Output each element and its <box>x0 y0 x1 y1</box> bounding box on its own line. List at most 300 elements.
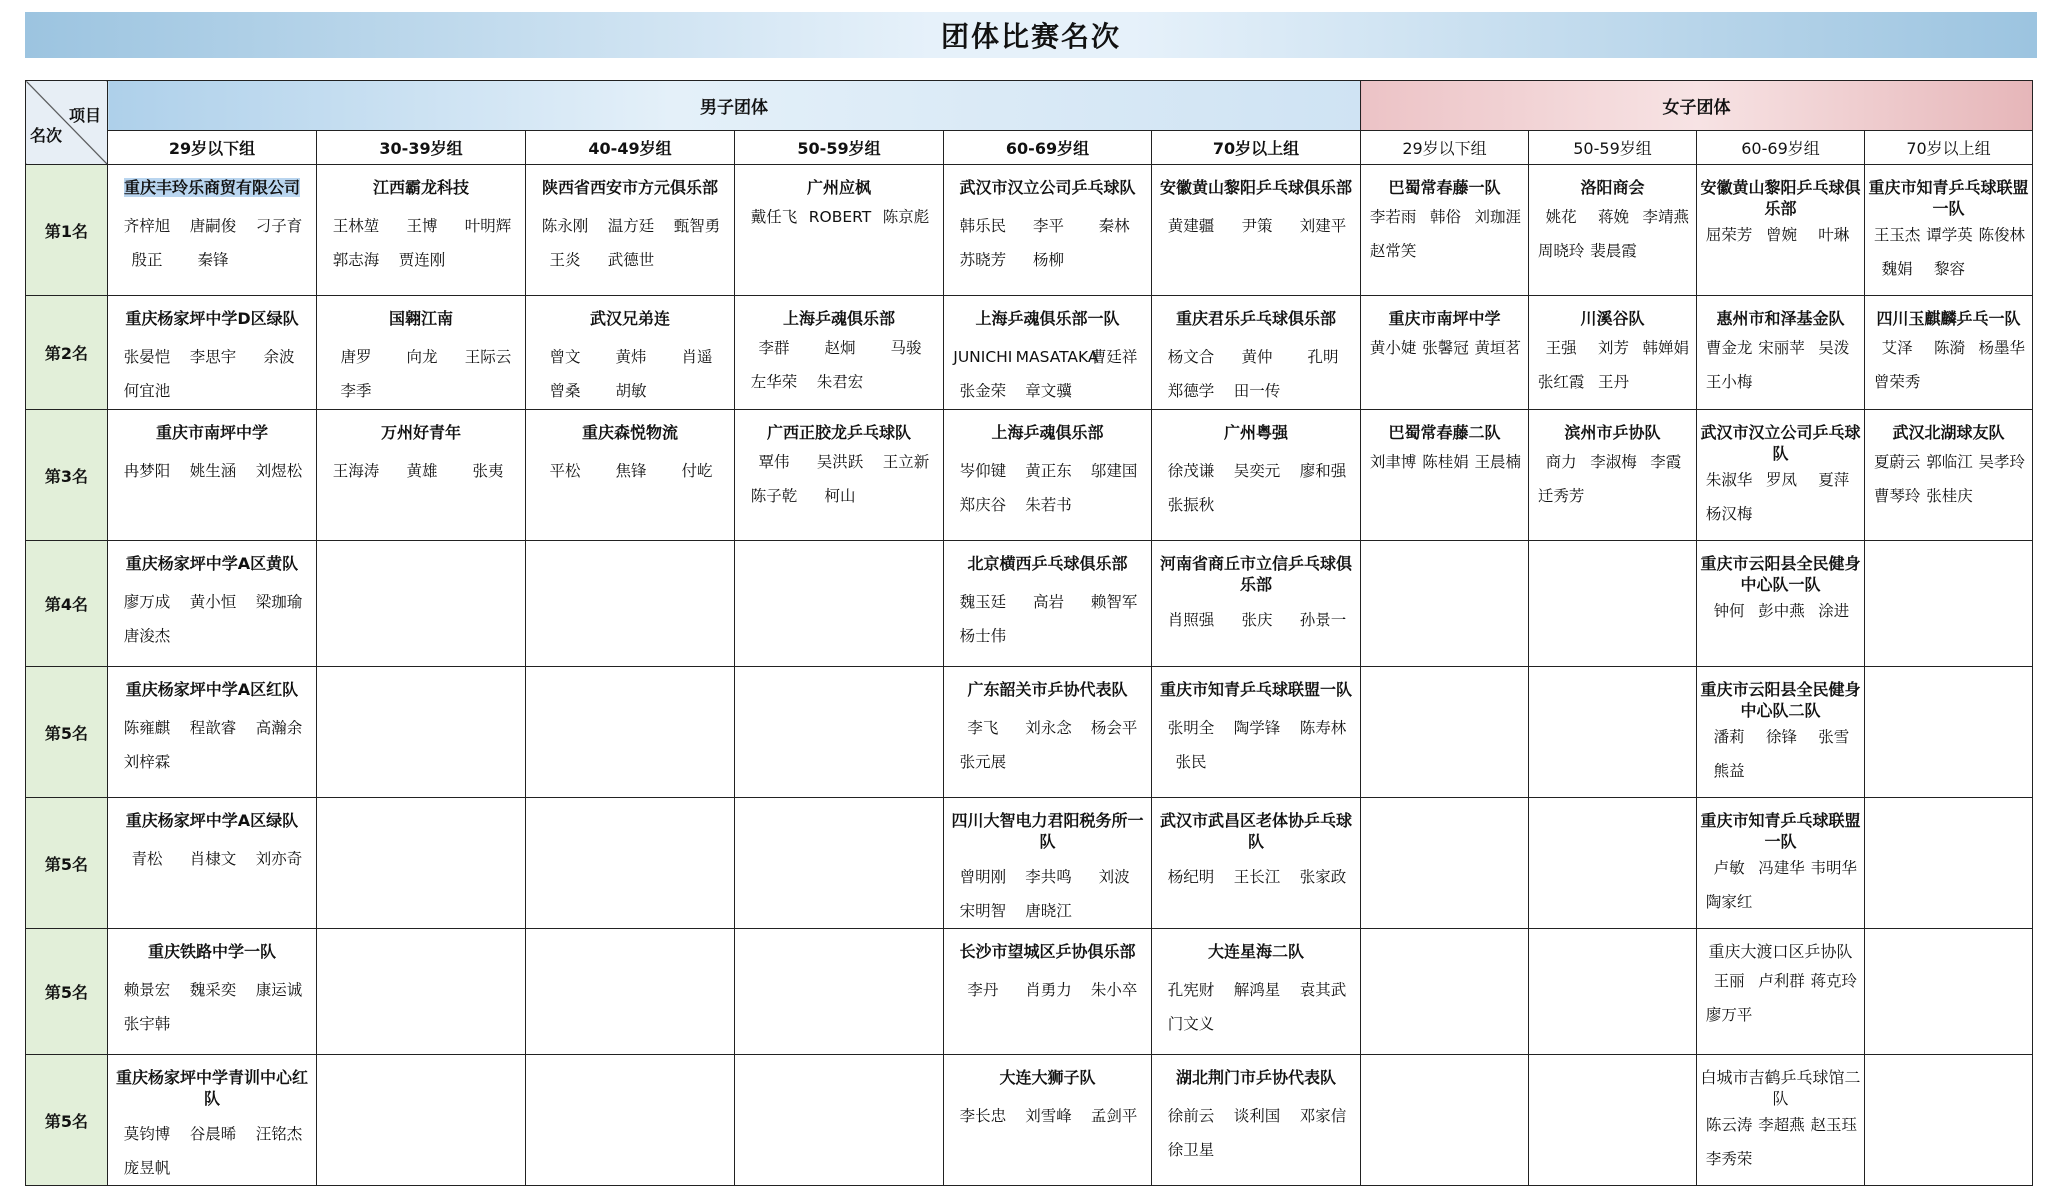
team-name-text: 广州应枫 <box>806 178 871 197</box>
team-cell <box>317 929 526 1055</box>
team-cell <box>944 541 1152 667</box>
team-cell <box>1697 667 1865 798</box>
player-name: 贾连刚 <box>398 251 446 269</box>
team-name <box>526 296 734 332</box>
team-cell <box>1152 410 1361 541</box>
team-cell <box>317 165 526 296</box>
team-name <box>1361 410 1528 446</box>
player-name: 温方廷 <box>607 217 655 235</box>
player-name: 孔宪财 <box>1167 981 1215 999</box>
player-name: 秦锋 <box>197 251 229 269</box>
team-cell <box>735 541 944 667</box>
player-list <box>1152 595 1360 637</box>
player-list <box>944 965 1151 1007</box>
team-cell <box>1361 296 1529 410</box>
player-name: 李霞 <box>1650 453 1682 471</box>
player-name: 黄垣茗 <box>1474 339 1522 357</box>
player-name: 潘莉 <box>1713 728 1745 746</box>
team-cell <box>1361 798 1529 929</box>
player-name: 朱淑华 <box>1705 471 1753 489</box>
player-name: 平松 <box>549 462 581 480</box>
player-name: 岑仰键 <box>959 462 1007 480</box>
player-name: 廖和强 <box>1299 462 1347 480</box>
player-name: 袁其武 <box>1299 981 1347 999</box>
player-name: 朱小卒 <box>1090 981 1138 999</box>
player-name: 武德世 <box>607 251 655 269</box>
team-cell <box>1697 541 1865 667</box>
player-name: 戴任飞 <box>750 208 798 226</box>
team-name-text: 广西正胶龙乒乓球队 <box>766 423 911 442</box>
player-name: 曾文 <box>549 348 581 366</box>
player-name: 韩俗 <box>1429 208 1461 226</box>
player-list <box>317 446 525 488</box>
team-name <box>1697 296 1864 332</box>
player-list <box>735 201 943 243</box>
player-list <box>1865 332 2032 408</box>
player-name: 姚生涵 <box>189 462 237 480</box>
player-list <box>1697 1109 1864 1185</box>
player-name: 程歆睿 <box>189 719 237 737</box>
corner-cell <box>26 81 108 165</box>
player-name: 付屹 <box>681 462 713 480</box>
player-name: 曹琴玲 <box>1873 487 1921 505</box>
team-name <box>1152 541 1360 595</box>
player-list <box>1865 446 2032 522</box>
team-cell <box>108 929 317 1055</box>
team-cell <box>735 165 944 296</box>
player-name: 迁秀芳 <box>1537 487 1585 505</box>
player-name: 张元展 <box>959 753 1007 771</box>
team-name <box>944 667 1151 703</box>
player-name: 魏娟 <box>1881 260 1913 278</box>
player-name: 王丽 <box>1713 972 1745 990</box>
player-name: 胡敏 <box>615 382 647 400</box>
player-name: 郑庆谷 <box>959 496 1007 514</box>
team-name <box>944 798 1151 852</box>
team-name-text: 上海乒魂俱乐部 <box>782 309 895 328</box>
player-name: 曾荣秀 <box>1873 373 1921 391</box>
player-list <box>944 1091 1151 1133</box>
player-name: 韩乐民 <box>959 217 1007 235</box>
player-name: 吴奕元 <box>1233 462 1281 480</box>
player-list <box>108 703 316 779</box>
team-name-text: 重庆大渡口区乒协队 <box>1708 942 1853 961</box>
player-name: 陈云涛 <box>1705 1116 1753 1134</box>
rank-label: 第4名 <box>26 541 108 667</box>
player-name: 黄仲 <box>1241 348 1273 366</box>
player-name: 曾明刚 <box>959 868 1007 886</box>
team-name <box>526 410 734 446</box>
team-name-text: 重庆杨家坪中学D区绿队 <box>125 309 299 328</box>
player-name: 王立新 <box>882 453 930 471</box>
player-name: 涂进 <box>1818 602 1850 620</box>
team-cell <box>944 1055 1152 1186</box>
team-cell <box>526 798 735 929</box>
page-title: 团体比赛名次 <box>25 12 2037 58</box>
rank-label: 第1名 <box>26 165 108 296</box>
team-name-text: 重庆市知青乒乓球联盟一队 <box>1159 680 1352 699</box>
player-name: 冯建华 <box>1758 859 1805 877</box>
player-name: 夏蔚云 <box>1873 453 1921 471</box>
player-list <box>1697 219 1864 261</box>
player-name: 王炎 <box>549 251 581 269</box>
player-name: 唐浚杰 <box>123 627 171 645</box>
player-name: 何宜池 <box>123 382 171 400</box>
player-name: 杨柳 <box>1032 251 1064 269</box>
team-cell <box>735 798 944 929</box>
player-name: 郭志海 <box>332 251 380 269</box>
player-name: 赵常笑 <box>1369 242 1417 260</box>
team-name <box>1152 296 1360 332</box>
player-name: 李淑梅 <box>1590 453 1637 471</box>
team-cell <box>1152 798 1361 929</box>
player-name: JUNICHI <box>953 348 1013 366</box>
player-name: 章文骥 <box>1025 382 1072 400</box>
team-name-text: 四川大智电力君阳税务所一队 <box>951 811 1144 851</box>
player-list <box>1152 446 1360 522</box>
player-name: 韩婵娟 <box>1642 339 1690 357</box>
team-name <box>1361 165 1528 201</box>
team-cell <box>735 296 944 410</box>
team-name-text: 广州粤强 <box>1223 423 1288 442</box>
team-name-text: 河南省商丘市立信乒乓球俱乐部 <box>1159 554 1352 594</box>
player-name: 李思宇 <box>189 348 237 366</box>
team-name <box>944 1055 1151 1091</box>
rank-row <box>26 798 2033 929</box>
player-name: 马骏 <box>890 339 922 357</box>
player-list <box>108 834 316 876</box>
player-name: 周晓玲 <box>1537 242 1585 260</box>
team-cell <box>108 410 317 541</box>
player-list <box>944 332 1151 408</box>
team-name <box>1152 1055 1360 1091</box>
player-name: 陈漪 <box>1933 339 1965 357</box>
team-name <box>317 296 525 332</box>
team-name-text: 上海乒魂俱乐部 <box>991 423 1104 442</box>
team-cell <box>108 541 317 667</box>
team-name-text: 重庆杨家坪中学青训中心红队 <box>115 1068 308 1108</box>
player-name: 刘永念 <box>1025 719 1072 737</box>
team-name-text: 重庆杨家坪中学A区红队 <box>125 680 299 699</box>
team-name-text: 万州好青年 <box>380 423 461 442</box>
player-name: 陈俊林 <box>1978 226 2026 244</box>
player-name: 张雪 <box>1818 728 1850 746</box>
team-cell <box>526 929 735 1055</box>
team-name <box>735 410 943 446</box>
team-name-text: 武汉北湖球友队 <box>1892 423 2005 442</box>
player-name: 徐卫星 <box>1167 1141 1215 1159</box>
player-name: 姚花 <box>1545 208 1577 226</box>
team-name-text: 白城市吉鹤乒乓球馆二队 <box>1700 1068 1861 1108</box>
team-cell <box>108 165 317 296</box>
player-name: 李飞 <box>967 719 999 737</box>
player-list <box>1152 965 1360 1041</box>
team-name-text: 重庆杨家坪中学A区绿队 <box>125 811 299 830</box>
team-cell <box>735 667 944 798</box>
team-cell <box>1529 798 1697 929</box>
team-name <box>1529 296 1696 332</box>
player-list <box>1697 332 1864 408</box>
player-list <box>1361 201 1528 277</box>
player-name: 郑德学 <box>1167 382 1215 400</box>
player-name: 甄智勇 <box>673 217 721 235</box>
team-name <box>1697 410 1864 464</box>
team-cell <box>944 798 1152 929</box>
player-name: 孔明 <box>1307 348 1339 366</box>
player-name: 康运诚 <box>255 981 303 999</box>
player-name: 王晨楠 <box>1474 453 1522 471</box>
rank-label: 第2名 <box>26 296 108 410</box>
team-cell <box>317 541 526 667</box>
team-cell <box>317 667 526 798</box>
player-name: 柯山 <box>824 487 856 505</box>
player-list <box>526 201 734 277</box>
team-cell <box>1865 541 2033 667</box>
rank-row <box>26 165 2033 296</box>
team-cell <box>1361 667 1529 798</box>
team-name-text: 重庆市南坪中学 <box>1388 309 1501 328</box>
team-cell <box>1865 296 2033 410</box>
team-name <box>317 410 525 446</box>
team-cell <box>526 165 735 296</box>
player-name: 王小梅 <box>1705 373 1753 391</box>
player-name: 罗凤 <box>1765 471 1797 489</box>
player-name: 唐罗 <box>340 348 372 366</box>
player-name: 蒋娩 <box>1597 208 1629 226</box>
player-name: 王玉杰 <box>1873 226 1921 244</box>
rank-label: 第5名 <box>26 929 108 1055</box>
team-name-text: 滨州市乒协队 <box>1564 423 1661 442</box>
player-name: 刘亦奇 <box>255 850 303 868</box>
column-header-4: 60-69岁组 <box>944 131 1152 165</box>
column-header-2: 40-49岁组 <box>526 131 735 165</box>
player-name: 朱若书 <box>1025 496 1072 514</box>
team-name-text: 重庆市知青乒乓球联盟一队 <box>1868 178 2029 218</box>
player-name: 陈永刚 <box>541 217 589 235</box>
team-name <box>944 929 1151 965</box>
team-name-text: 陕西省西安市方元俱乐部 <box>541 178 718 197</box>
team-cell <box>1361 929 1529 1055</box>
player-name: 张家政 <box>1299 868 1347 886</box>
player-name: 秦林 <box>1098 217 1130 235</box>
team-cell <box>944 667 1152 798</box>
player-list <box>108 1109 316 1185</box>
player-name: 陶学锋 <box>1233 719 1281 737</box>
player-name: 孟剑平 <box>1090 1107 1138 1125</box>
player-name: 苏晓芳 <box>959 251 1007 269</box>
player-name: 黄雄 <box>406 462 438 480</box>
player-name: 张馨冠 <box>1422 339 1469 357</box>
team-cell <box>526 410 735 541</box>
team-cell <box>1361 165 1529 296</box>
team-cell <box>317 296 526 410</box>
player-name: 黄炜 <box>615 348 647 366</box>
player-list <box>1152 201 1360 243</box>
team-name <box>1697 1055 1864 1109</box>
team-name-text: 武汉市汉立公司乒乓球队 <box>1700 423 1861 463</box>
corner-rank-label: 名次 <box>30 126 63 145</box>
player-name: 韦明华 <box>1810 859 1858 877</box>
player-name: 裴晨霞 <box>1590 242 1637 260</box>
player-name: 魏玉廷 <box>959 593 1007 611</box>
player-name: 杨士伟 <box>959 627 1007 645</box>
player-name: 曾婉 <box>1765 226 1797 244</box>
player-list <box>944 852 1151 928</box>
player-name: 谭学英 <box>1926 226 1973 244</box>
column-header-5: 70岁以上组 <box>1152 131 1361 165</box>
player-name: 赵炯 <box>824 339 856 357</box>
player-name: 高瀚余 <box>255 719 303 737</box>
player-name: 钟何 <box>1713 602 1745 620</box>
player-name: 殷正 <box>131 251 163 269</box>
player-name: 赵玉珏 <box>1810 1116 1858 1134</box>
team-cell <box>317 410 526 541</box>
team-name <box>1697 798 1864 852</box>
player-name: 蒋克玲 <box>1810 972 1858 990</box>
team-name <box>944 410 1151 446</box>
player-name: 杨会平 <box>1090 719 1138 737</box>
team-cell <box>944 296 1152 410</box>
player-name: 王丹 <box>1597 373 1629 391</box>
team-name <box>526 165 734 201</box>
player-name: 吴泼 <box>1818 339 1850 357</box>
player-name: 唐晓江 <box>1025 902 1072 920</box>
rank-row <box>26 541 2033 667</box>
column-header-1: 30-39岁组 <box>317 131 526 165</box>
team-cell <box>317 1055 526 1186</box>
player-name: 李秀荣 <box>1705 1150 1753 1168</box>
team-name-text: 四川玉麒麟乒乓一队 <box>1876 309 2021 328</box>
player-name: 艾泽 <box>1881 339 1913 357</box>
player-list <box>108 446 316 488</box>
rank-label: 第5名 <box>26 667 108 798</box>
player-name: 汪铭杰 <box>255 1125 303 1143</box>
team-name <box>1529 410 1696 446</box>
player-name: 黄小恒 <box>189 593 237 611</box>
team-cell <box>108 798 317 929</box>
team-name <box>1865 165 2032 219</box>
player-list <box>944 201 1151 277</box>
player-name: 李靖燕 <box>1642 208 1690 226</box>
player-list <box>108 577 316 653</box>
player-name: 向龙 <box>406 348 438 366</box>
player-name: 张振秋 <box>1167 496 1215 514</box>
player-list <box>108 332 316 408</box>
team-cell <box>1697 165 1865 296</box>
player-name: 覃伟 <box>758 453 790 471</box>
team-cell <box>735 929 944 1055</box>
player-name: 张宇韩 <box>123 1015 171 1033</box>
team-cell <box>944 165 1152 296</box>
player-list <box>317 332 525 408</box>
player-name: 黄建疆 <box>1167 217 1215 235</box>
player-name: 曹廷祥 <box>1090 348 1138 366</box>
player-name: 刘建平 <box>1299 217 1347 235</box>
player-name: 黄小婕 <box>1369 339 1417 357</box>
player-list <box>1152 1091 1360 1167</box>
rank-label: 第5名 <box>26 1055 108 1186</box>
team-name-text: 重庆市知青乒乓球联盟一队 <box>1700 811 1861 851</box>
men-team-header: 男子团体 <box>108 81 1361 131</box>
player-name: 彭中燕 <box>1758 602 1805 620</box>
team-cell <box>526 296 735 410</box>
team-cell <box>1529 1055 1697 1186</box>
team-cell <box>1697 1055 1865 1186</box>
player-name: 门文义 <box>1167 1015 1215 1033</box>
column-header-9: 70岁以上组 <box>1865 131 2033 165</box>
player-name: 余波 <box>263 348 295 366</box>
team-name-text: 重庆君乐乒乓球俱乐部 <box>1175 309 1336 328</box>
player-list <box>108 201 316 277</box>
player-list <box>1697 721 1864 797</box>
player-name: 赖景宏 <box>123 981 171 999</box>
player-name: 冉梦阳 <box>123 462 171 480</box>
player-name: 廖万平 <box>1705 1006 1753 1024</box>
team-name <box>108 165 316 201</box>
player-name: 朱君宏 <box>816 373 864 391</box>
rank-row <box>26 1055 2033 1186</box>
team-cell <box>1529 165 1697 296</box>
player-name: 刘雪峰 <box>1025 1107 1072 1125</box>
player-name: 王博 <box>406 217 438 235</box>
player-name: 徐锋 <box>1765 728 1797 746</box>
player-name: 邓家信 <box>1299 1107 1347 1125</box>
team-cell <box>1865 410 2033 541</box>
player-name: 徐前云 <box>1167 1107 1215 1125</box>
team-name-text: 上海乒魂俱乐部一队 <box>975 309 1120 328</box>
player-name: 刘聿博 <box>1369 453 1417 471</box>
rank-label: 第3名 <box>26 410 108 541</box>
team-name <box>108 929 316 965</box>
player-name: 叶明辉 <box>464 217 512 235</box>
player-name: 曹金龙 <box>1705 339 1753 357</box>
player-list <box>1361 446 1528 488</box>
player-name: 夏萍 <box>1818 471 1850 489</box>
team-name <box>1697 541 1864 595</box>
team-name-text: 武汉兄弟连 <box>589 309 670 328</box>
player-name: ROBERT <box>808 208 872 226</box>
team-name <box>735 165 943 201</box>
player-name: 陈子乾 <box>750 487 798 505</box>
team-name-text: 川溪谷队 <box>1580 309 1645 328</box>
player-list <box>1529 446 1696 522</box>
player-name: 李平 <box>1032 217 1064 235</box>
team-name-text: 安徽黄山黎阳乒乓球俱乐部 <box>1700 178 1861 218</box>
team-name <box>1865 296 2032 332</box>
player-list <box>526 332 734 408</box>
team-name <box>1361 296 1528 332</box>
player-name: 叶琳 <box>1818 226 1850 244</box>
player-name: 刁子育 <box>255 217 303 235</box>
column-header-6: 29岁以下组 <box>1361 131 1529 165</box>
team-name-text: 重庆森悦物流 <box>581 423 678 442</box>
team-name <box>735 296 943 332</box>
team-name <box>1697 165 1864 219</box>
column-header-8: 60-69岁组 <box>1697 131 1865 165</box>
team-name-text: 洛阳商会 <box>1580 178 1645 197</box>
column-header-3: 50-59岁组 <box>735 131 944 165</box>
team-cell <box>317 798 526 929</box>
player-name: 李共鸣 <box>1025 868 1072 886</box>
team-cell <box>1865 165 2033 296</box>
team-name <box>1152 929 1360 965</box>
team-cell <box>1152 929 1361 1055</box>
team-name <box>1529 165 1696 201</box>
team-name <box>108 1055 316 1109</box>
team-cell <box>526 541 735 667</box>
team-cell <box>1152 1055 1361 1186</box>
team-name <box>1697 929 1864 965</box>
